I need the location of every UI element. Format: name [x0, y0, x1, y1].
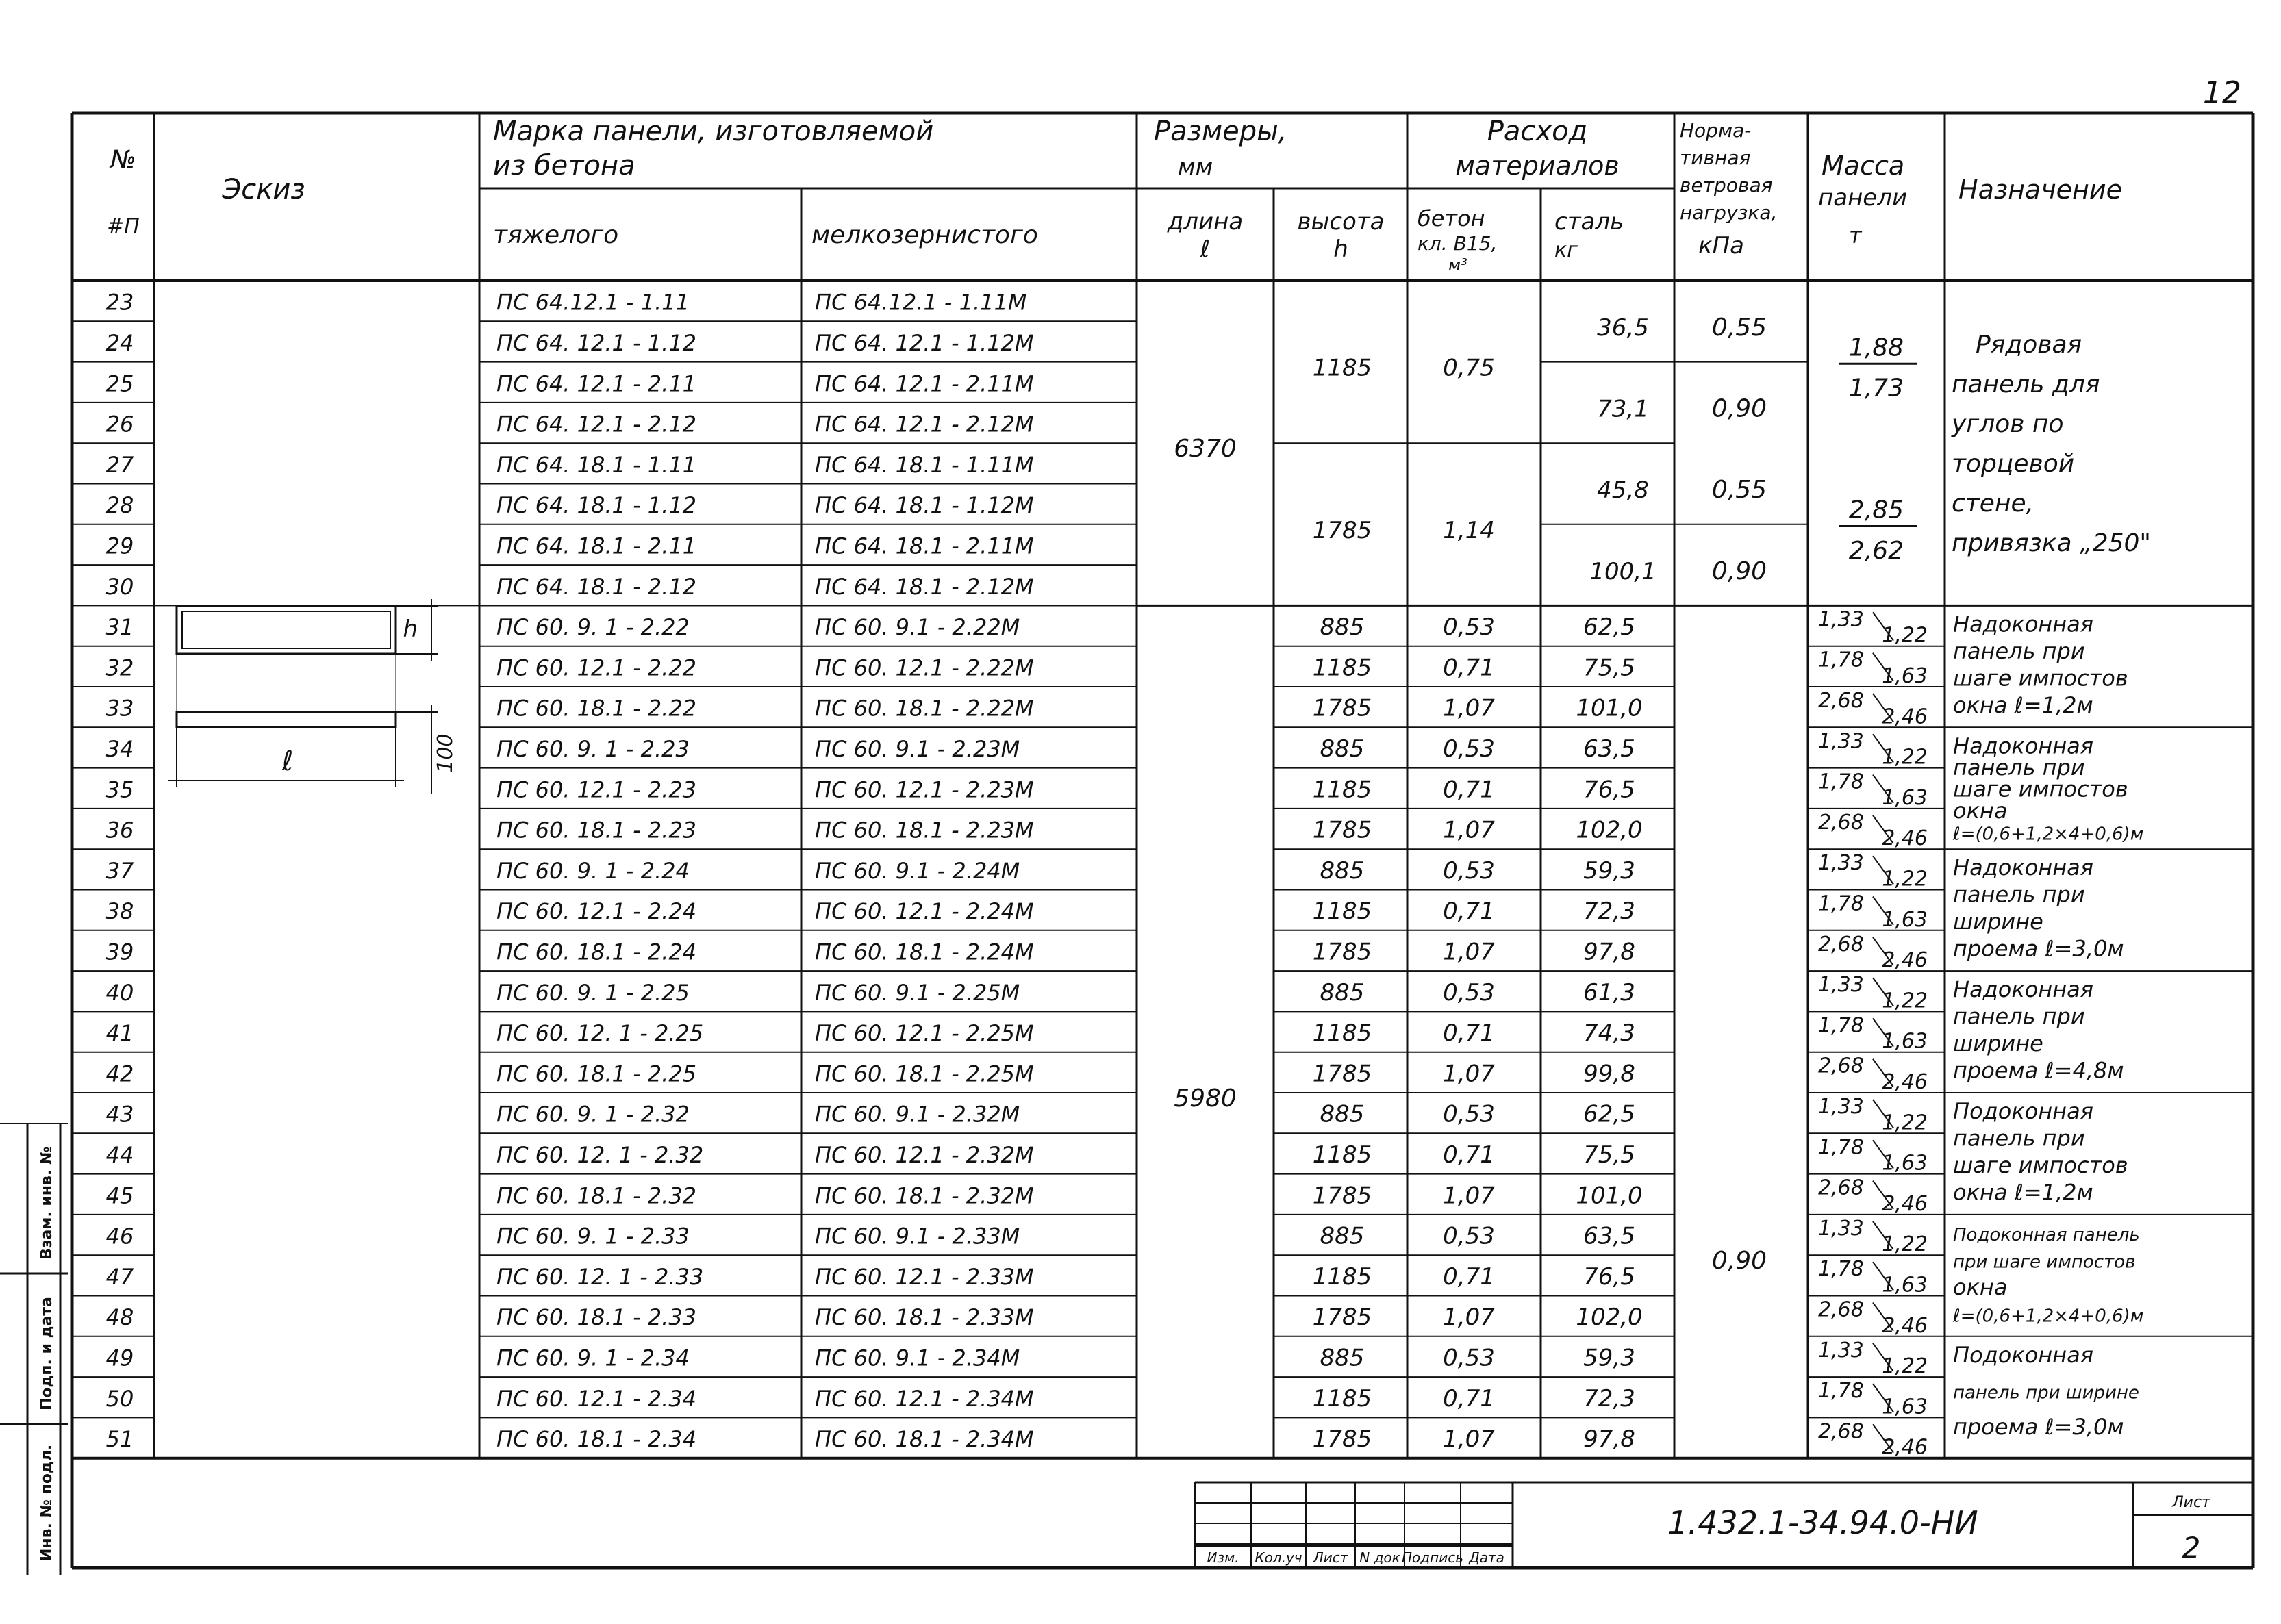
purpose-b: проема ℓ=4,8м — [1953, 1057, 2124, 1084]
mass-fine: 1,22 — [1882, 1111, 1928, 1135]
mark-heavy: ПС 60. 12. 1 - 2.33 — [496, 1263, 704, 1290]
mark-heavy: ПС 60. 18.1 - 2.32 — [496, 1182, 697, 1209]
purpose-b: шаге импостов — [1953, 776, 2128, 802]
purpose-b: панель при — [1953, 881, 2085, 908]
mass-heavy: 1,33 — [1818, 607, 1864, 632]
steel-value: 76,5 — [1583, 776, 1635, 804]
mark-heavy: ПС 60. 9. 1 - 2.23 — [496, 735, 690, 762]
steel-value: 72,3 — [1583, 1384, 1635, 1412]
purpose-b: панель при — [1953, 1125, 2085, 1152]
header-sizes-title: Размеры, — [1154, 116, 1287, 147]
header-sizes-unit: мм — [1178, 153, 1213, 181]
row-number: 30 — [105, 573, 134, 600]
steel-value: 72,3 — [1583, 898, 1635, 926]
mark-fine: ПС 60. 9.1 - 2.32М — [815, 1101, 1020, 1128]
mark-heavy: ПС 60. 9. 1 - 2.32 — [496, 1101, 690, 1128]
row-number: 29 — [105, 533, 134, 559]
height-value: 1785 — [1312, 1425, 1372, 1454]
purpose-b: ℓ=(0,6+1,2×4+0,6)м — [1953, 1306, 2144, 1327]
mark-fine: ПС 64.12.1 - 1.11М — [815, 289, 1027, 316]
mark-fine: ПС 60. 12.1 - 2.32М — [815, 1141, 1034, 1168]
header-wind: Норма- — [1680, 119, 1752, 142]
page-number: 12 — [2203, 75, 2241, 110]
height-value: 1785 — [1312, 1304, 1372, 1332]
mark-heavy: ПС 64. 12.1 - 1.12 — [496, 329, 697, 356]
mark-heavy: ПС 60. 18.1 - 2.34 — [496, 1426, 697, 1453]
mass-a1: 1,88 — [1848, 333, 1904, 362]
mass-fine: 1,22 — [1882, 989, 1928, 1013]
concrete-value: 0,53 — [1443, 1222, 1495, 1250]
mass-a2b: 2,62 — [1848, 536, 1904, 565]
height-value: 885 — [1320, 857, 1365, 885]
header-wind: тивная — [1680, 147, 1751, 169]
mass-heavy: 2,68 — [1818, 810, 1864, 835]
wind-a: 0,90 — [1711, 394, 1767, 423]
mass-heavy: 1,33 — [1818, 729, 1864, 754]
mass-fine: 1,22 — [1882, 1232, 1928, 1257]
mark-heavy: ПС 64. 18.1 - 1.11 — [496, 451, 697, 478]
row-number: 37 — [105, 857, 134, 884]
concrete-value: 0,53 — [1443, 1100, 1495, 1128]
row-number: 46 — [105, 1223, 134, 1249]
mass-a1b: 1,73 — [1848, 374, 1904, 403]
sketch-l-label: ℓ — [281, 746, 294, 777]
header-mass-unit: т — [1849, 223, 1862, 249]
title-col-label: Дата — [1469, 1549, 1504, 1566]
mass-heavy: 1,78 — [1818, 1257, 1864, 1282]
row-number: 38 — [105, 898, 134, 925]
mass-fine: 2,46 — [1882, 1435, 1928, 1460]
wind-a: 0,55 — [1711, 476, 1767, 505]
header-mark-fine: мелкозернистого — [811, 221, 1038, 249]
mass-heavy: 2,68 — [1818, 689, 1864, 713]
height-value: 885 — [1320, 735, 1365, 763]
purpose-a: привязка „250" — [1952, 529, 2151, 557]
header-no: № — [110, 146, 136, 174]
height-value: 1785 — [1312, 1060, 1372, 1088]
mass-fine: 1,63 — [1882, 785, 1928, 810]
mark-heavy: ПС 60. 18.1 - 2.25 — [496, 1061, 697, 1087]
mass-fine: 2,46 — [1882, 948, 1928, 973]
mark-fine: ПС 60. 18.1 - 2.23М — [815, 817, 1034, 843]
concrete-value: 0,71 — [1443, 1263, 1495, 1291]
row-number: 44 — [105, 1141, 134, 1168]
row-number: 27 — [105, 451, 134, 478]
height-value: 1185 — [1312, 654, 1372, 682]
side-stamp-replace: Взам. инв. № — [38, 1146, 55, 1260]
purpose-a: Рядовая — [1976, 331, 2082, 359]
mass-fine: 1,63 — [1882, 1151, 1928, 1176]
purpose-b: ширине — [1953, 1030, 2043, 1057]
mark-fine: ПС 60. 12.1 - 2.24М — [815, 898, 1034, 925]
steel-value: 97,8 — [1583, 938, 1635, 966]
mass-heavy: 2,68 — [1818, 1054, 1864, 1078]
steel-value: 61,3 — [1583, 978, 1635, 1006]
mark-heavy: ПС 64. 12.1 - 2.12 — [496, 411, 697, 437]
mark-heavy: ПС 60. 18.1 - 2.22 — [496, 695, 697, 722]
row-number: 41 — [105, 1020, 134, 1047]
height-a2: 1785 — [1312, 516, 1372, 544]
height-value: 1185 — [1312, 898, 1372, 926]
mark-heavy: ПС 60. 9. 1 - 2.22 — [496, 614, 690, 641]
header-height-sym: h — [1333, 236, 1348, 263]
row-number: 47 — [105, 1263, 134, 1290]
mark-heavy: ПС 60. 12. 1 - 2.32 — [496, 1141, 704, 1168]
row-number: 32 — [105, 655, 134, 681]
purpose-b: панель при ширине — [1953, 1382, 2139, 1404]
header-wind-unit: кПа — [1698, 232, 1744, 259]
mass-fine: 2,46 — [1882, 826, 1928, 851]
steel-a: 100,1 — [1589, 557, 1656, 585]
mark-heavy: ПС 64.12.1 - 1.11 — [496, 289, 690, 316]
steel-value: 102,0 — [1576, 816, 1643, 844]
row-number: 28 — [105, 492, 134, 519]
height-value: 1785 — [1312, 694, 1372, 722]
steel-value: 63,5 — [1583, 1222, 1635, 1250]
purpose-b: шаге импостов — [1953, 1152, 2128, 1178]
sketch-dim-100: 100 — [433, 733, 457, 773]
steel-value: 59,3 — [1583, 1344, 1635, 1372]
mass-fine: 1,22 — [1882, 623, 1928, 648]
mark-fine: ПС 60. 12.1 - 2.33М — [815, 1263, 1034, 1290]
sheet-label: Лист — [2172, 1494, 2210, 1511]
purpose-b: проема ℓ=3,0м — [1953, 1414, 2124, 1441]
mark-fine: ПС 64. 12.1 - 2.12М — [815, 411, 1034, 437]
mark-fine: ПС 64. 18.1 - 1.12М — [815, 492, 1034, 519]
purpose-b: окна — [1953, 1273, 2008, 1300]
purpose-a: панель для — [1952, 370, 2100, 398]
mass-fine: 1,63 — [1882, 1395, 1928, 1419]
mark-fine: ПС 60. 9.1 - 2.33М — [815, 1223, 1020, 1249]
concrete-value: 0,53 — [1443, 1344, 1495, 1372]
mark-heavy: ПС 64. 18.1 - 2.12 — [496, 573, 697, 600]
height-value: 1185 — [1312, 1263, 1372, 1291]
mass-heavy: 1,33 — [1818, 1216, 1864, 1241]
steel-a: 73,1 — [1597, 395, 1649, 423]
purpose-b: Надоконная — [1953, 733, 2093, 759]
mark-fine: ПС 64. 18.1 - 2.12М — [815, 573, 1034, 600]
header-wind: ветровая — [1680, 174, 1773, 196]
mass-fine: 1,63 — [1882, 1029, 1928, 1054]
mark-heavy: ПС 60. 12. 1 - 2.25 — [496, 1020, 704, 1047]
height-value: 1785 — [1312, 938, 1372, 966]
height-value: 885 — [1320, 978, 1365, 1006]
steel-value: 99,8 — [1583, 1060, 1635, 1088]
row-number: 36 — [105, 817, 134, 843]
mark-heavy: ПС 60. 18.1 - 2.33 — [496, 1304, 697, 1331]
height-a1: 1185 — [1312, 354, 1372, 382]
concrete-value: 0,71 — [1443, 898, 1495, 926]
mark-fine: ПС 60. 12.1 - 2.34М — [815, 1385, 1034, 1412]
height-value: 1785 — [1312, 1182, 1372, 1210]
header-material-title-2: материалов — [1455, 151, 1620, 181]
concrete-value: 0,53 — [1443, 978, 1495, 1006]
mark-fine: ПС 64. 12.1 - 1.12М — [815, 329, 1034, 356]
steel-value: 75,5 — [1583, 1141, 1635, 1169]
height-value: 885 — [1320, 1344, 1365, 1372]
steel-value: 62,5 — [1583, 613, 1635, 642]
concrete-value: 0,53 — [1443, 735, 1495, 763]
mass-heavy: 2,68 — [1818, 1176, 1864, 1200]
row-number: 45 — [105, 1182, 134, 1209]
sketch-panel-section — [177, 712, 396, 727]
mass-fine: 1,63 — [1882, 1273, 1928, 1297]
row-number: 51 — [105, 1426, 134, 1453]
purpose-b: при шаге импостов — [1953, 1252, 2136, 1273]
wind-b: 0,90 — [1711, 1247, 1767, 1276]
mark-heavy: ПС 60. 9. 1 - 2.25 — [496, 979, 690, 1006]
sketch-panel-elevation — [177, 606, 396, 654]
mark-fine: ПС 64. 18.1 - 1.11М — [815, 451, 1034, 478]
row-number: 31 — [105, 614, 134, 641]
mark-fine: ПС 60. 18.1 - 2.34М — [815, 1426, 1034, 1453]
mark-fine: ПС 60. 9.1 - 2.34М — [815, 1345, 1020, 1371]
purpose-b: Надоконная — [1953, 854, 2093, 881]
steel-value: 62,5 — [1583, 1100, 1635, 1128]
row-number: 48 — [105, 1304, 134, 1331]
row-number: 49 — [105, 1345, 134, 1371]
height-value: 885 — [1320, 1100, 1365, 1128]
title-col-label: Кол.уч — [1255, 1549, 1302, 1566]
sheet-number: 2 — [2182, 1531, 2201, 1564]
mass-heavy: 1,78 — [1818, 891, 1864, 916]
steel-a: 45,8 — [1597, 477, 1649, 505]
sketch-h-label: h — [403, 616, 418, 643]
concrete-value: 0,71 — [1443, 1384, 1495, 1412]
mark-fine: ПС 60. 12.1 - 2.22М — [815, 655, 1034, 681]
header-steel-unit: кг — [1554, 238, 1578, 262]
purpose-a: стене, — [1952, 490, 2034, 518]
mass-fine: 1,63 — [1882, 664, 1928, 688]
header-no-sub: #П — [107, 214, 140, 238]
concrete-a1: 0,75 — [1443, 354, 1495, 382]
height-value: 1185 — [1312, 1019, 1372, 1048]
purpose-b: шаге импостов — [1953, 665, 2128, 692]
row-number: 33 — [105, 695, 134, 722]
height-value: 1185 — [1312, 1384, 1372, 1412]
header-length-sym: ℓ — [1200, 236, 1211, 263]
sketch-panel-inner — [182, 611, 390, 648]
wind-a: 0,55 — [1711, 314, 1767, 342]
mark-heavy: ПС 64. 18.1 - 1.12 — [496, 492, 697, 519]
header-concrete: бетон — [1417, 205, 1485, 231]
title-col-label: Подпись — [1402, 1549, 1463, 1566]
steel-value: 59,3 — [1583, 857, 1635, 885]
purpose-b: окна ℓ=1,2м — [1953, 692, 2093, 718]
steel-value: 76,5 — [1583, 1263, 1635, 1291]
mark-fine: ПС 60. 12.1 - 2.23М — [815, 776, 1034, 803]
steel-value: 74,3 — [1583, 1019, 1635, 1048]
mass-fine: 2,46 — [1882, 1313, 1928, 1338]
purpose-b: Подоконная панель — [1953, 1224, 2140, 1245]
mark-fine: ПС 64. 12.1 - 2.11М — [815, 370, 1034, 397]
row-number: 25 — [105, 370, 134, 397]
row-number: 50 — [105, 1385, 134, 1412]
mass-heavy: 1,33 — [1818, 1095, 1864, 1119]
concrete-value: 1,07 — [1443, 1425, 1495, 1454]
mark-heavy: ПС 60. 12.1 - 2.34 — [496, 1385, 697, 1412]
mass-heavy: 1,78 — [1818, 1013, 1864, 1038]
mass-fine: 2,46 — [1882, 1191, 1928, 1216]
concrete-value: 1,07 — [1443, 1182, 1495, 1210]
row-number: 24 — [105, 329, 134, 356]
mark-fine: ПС 60. 12.1 - 2.25М — [815, 1020, 1034, 1047]
concrete-value: 0,71 — [1443, 776, 1495, 804]
mass-heavy: 2,68 — [1818, 1419, 1864, 1444]
mass-heavy: 1,78 — [1818, 1135, 1864, 1160]
mass-fine: 2,46 — [1882, 1070, 1928, 1094]
mark-heavy: ПС 60. 9. 1 - 2.34 — [496, 1345, 690, 1371]
mark-heavy: ПС 64. 12.1 - 2.11 — [496, 370, 697, 397]
row-number: 23 — [105, 289, 134, 316]
mark-heavy: ПС 60. 12.1 - 2.24 — [496, 898, 697, 925]
mass-heavy: 1,33 — [1818, 973, 1864, 998]
mass-a2: 2,85 — [1848, 496, 1904, 524]
length-b: 5980 — [1174, 1084, 1237, 1113]
title-col-label: Изм. — [1207, 1549, 1239, 1566]
mass-heavy: 1,78 — [1818, 648, 1864, 672]
concrete-a2: 1,14 — [1443, 516, 1495, 544]
doc-code: 1.432.1-34.94.0-НИ — [1667, 1504, 1978, 1541]
concrete-value: 0,71 — [1443, 1141, 1495, 1169]
steel-value: 75,5 — [1583, 654, 1635, 682]
mass-heavy: 2,68 — [1818, 1297, 1864, 1322]
header-material-title: Расход — [1487, 116, 1588, 147]
concrete-value: 1,07 — [1443, 816, 1495, 844]
mass-fine: 1,22 — [1882, 745, 1928, 770]
mass-heavy: 1,33 — [1818, 851, 1864, 876]
purpose-b: ℓ=(0,6+1,2×4+0,6)м — [1953, 824, 2144, 845]
steel-value: 102,0 — [1576, 1304, 1643, 1332]
mass-heavy: 1,78 — [1818, 770, 1864, 794]
steel-a: 36,5 — [1597, 314, 1649, 342]
purpose-b: панель при — [1953, 754, 2085, 781]
purpose-b: окна ℓ=1,2м — [1953, 1179, 2093, 1206]
height-value: 1185 — [1312, 776, 1372, 804]
concrete-value: 1,07 — [1443, 938, 1495, 966]
steel-value: 63,5 — [1583, 735, 1635, 763]
row-number: 26 — [105, 411, 134, 437]
mark-fine: ПС 60. 9.1 - 2.24М — [815, 857, 1020, 884]
purpose-b: панель при — [1953, 637, 2085, 664]
mark-fine: ПС 60. 9.1 - 2.23М — [815, 735, 1020, 762]
concrete-value: 1,07 — [1443, 1304, 1495, 1332]
header-mark-title: Марка панели, изготовляемой — [493, 116, 934, 147]
steel-value: 97,8 — [1583, 1425, 1635, 1454]
steel-value: 101,0 — [1576, 1182, 1643, 1210]
purpose-a: торцевой — [1952, 450, 2075, 478]
mass-heavy: 1,33 — [1818, 1338, 1864, 1362]
purpose-b: Надоконная — [1953, 611, 2093, 637]
purpose-b: Подоконная — [1953, 1098, 2093, 1124]
mark-fine: ПС 60. 18.1 - 2.33М — [815, 1304, 1034, 1331]
mark-fine: ПС 60. 18.1 - 2.22М — [815, 695, 1034, 722]
header-length: длина — [1167, 208, 1244, 236]
header-steel: сталь — [1554, 208, 1624, 236]
title-col-label: N док — [1359, 1549, 1400, 1566]
table-text — [106, 75, 2241, 1566]
row-number: 35 — [105, 776, 134, 803]
header-purpose: Назначение — [1958, 175, 2122, 205]
mass-heavy: 1,78 — [1818, 1379, 1864, 1404]
header-height: высота — [1297, 208, 1385, 236]
mass-fine: 1,22 — [1882, 867, 1928, 891]
concrete-value: 1,07 — [1443, 694, 1495, 722]
mark-heavy: ПС 60. 9. 1 - 2.33 — [496, 1223, 690, 1249]
mark-heavy: ПС 60. 18.1 - 2.23 — [496, 817, 697, 843]
header-wind: нагрузка, — [1680, 201, 1778, 224]
length-a: 6370 — [1174, 435, 1237, 464]
mark-fine: ПС 60. 18.1 - 2.32М — [815, 1182, 1034, 1209]
height-value: 885 — [1320, 1222, 1365, 1250]
height-value: 1185 — [1312, 1141, 1372, 1169]
header-concrete-unit: м³ — [1448, 255, 1467, 275]
header-mark-heavy: тяжелого — [493, 221, 619, 249]
mark-heavy: ПС 60. 12.1 - 2.22 — [496, 655, 697, 681]
row-number: 42 — [105, 1061, 134, 1087]
purpose-b: Надоконная — [1953, 976, 2093, 1003]
purpose-b: окна — [1953, 798, 2008, 824]
concrete-value: 0,53 — [1443, 613, 1495, 642]
header-concrete-class: кл. В15, — [1417, 232, 1498, 255]
concrete-value: 0,71 — [1443, 654, 1495, 682]
mark-heavy: ПС 60. 9. 1 - 2.24 — [496, 857, 690, 884]
purpose-b: ширине — [1953, 909, 2043, 935]
mass-fine: 1,22 — [1882, 1354, 1928, 1379]
header-mass: Масса — [1822, 151, 1905, 181]
mark-heavy: ПС 60. 12.1 - 2.23 — [496, 776, 697, 803]
mark-heavy: ПС 64. 18.1 - 2.11 — [496, 533, 697, 559]
side-stamp-orig: Инв. № подл. — [38, 1444, 55, 1561]
header-mass-2: панели — [1818, 184, 1908, 212]
mark-fine: ПС 60. 9.1 - 2.22М — [815, 614, 1020, 641]
wind-a: 0,90 — [1711, 557, 1767, 585]
steel-value: 101,0 — [1576, 694, 1643, 722]
height-value: 1785 — [1312, 816, 1372, 844]
mark-heavy: ПС 60. 18.1 - 2.24 — [496, 939, 697, 965]
concrete-value: 1,07 — [1443, 1060, 1495, 1088]
side-stamp-sign: Подп. и дата — [38, 1297, 55, 1410]
mark-fine: ПС 60. 18.1 - 2.24М — [815, 939, 1034, 965]
row-number: 39 — [105, 939, 134, 965]
mark-fine: ПС 64. 18.1 - 2.11М — [815, 533, 1034, 559]
side-stamp — [0, 1123, 68, 1575]
purpose-b: проема ℓ=3,0м — [1953, 935, 2124, 962]
purpose-b: панель при — [1953, 1003, 2085, 1030]
mass-fine: 1,63 — [1882, 907, 1928, 932]
purpose-a: углов по — [1952, 410, 2064, 438]
purpose-b: Подоконная — [1953, 1341, 2093, 1368]
title-col-label: Лист — [1313, 1549, 1348, 1566]
mass-fine: 2,46 — [1882, 705, 1928, 729]
mark-fine: ПС 60. 18.1 - 2.25М — [815, 1061, 1034, 1087]
mass-heavy: 2,68 — [1818, 932, 1864, 956]
header-sketch: Эскиз — [222, 174, 305, 205]
header-mark-title-2: из бетона — [493, 150, 635, 181]
concrete-value: 0,71 — [1443, 1019, 1495, 1048]
concrete-value: 0,53 — [1443, 857, 1495, 885]
row-number: 34 — [105, 735, 134, 762]
height-value: 885 — [1320, 613, 1365, 642]
mark-fine: ПС 60. 9.1 - 2.25М — [815, 979, 1020, 1006]
row-number: 43 — [105, 1101, 134, 1128]
row-number: 40 — [105, 979, 134, 1006]
